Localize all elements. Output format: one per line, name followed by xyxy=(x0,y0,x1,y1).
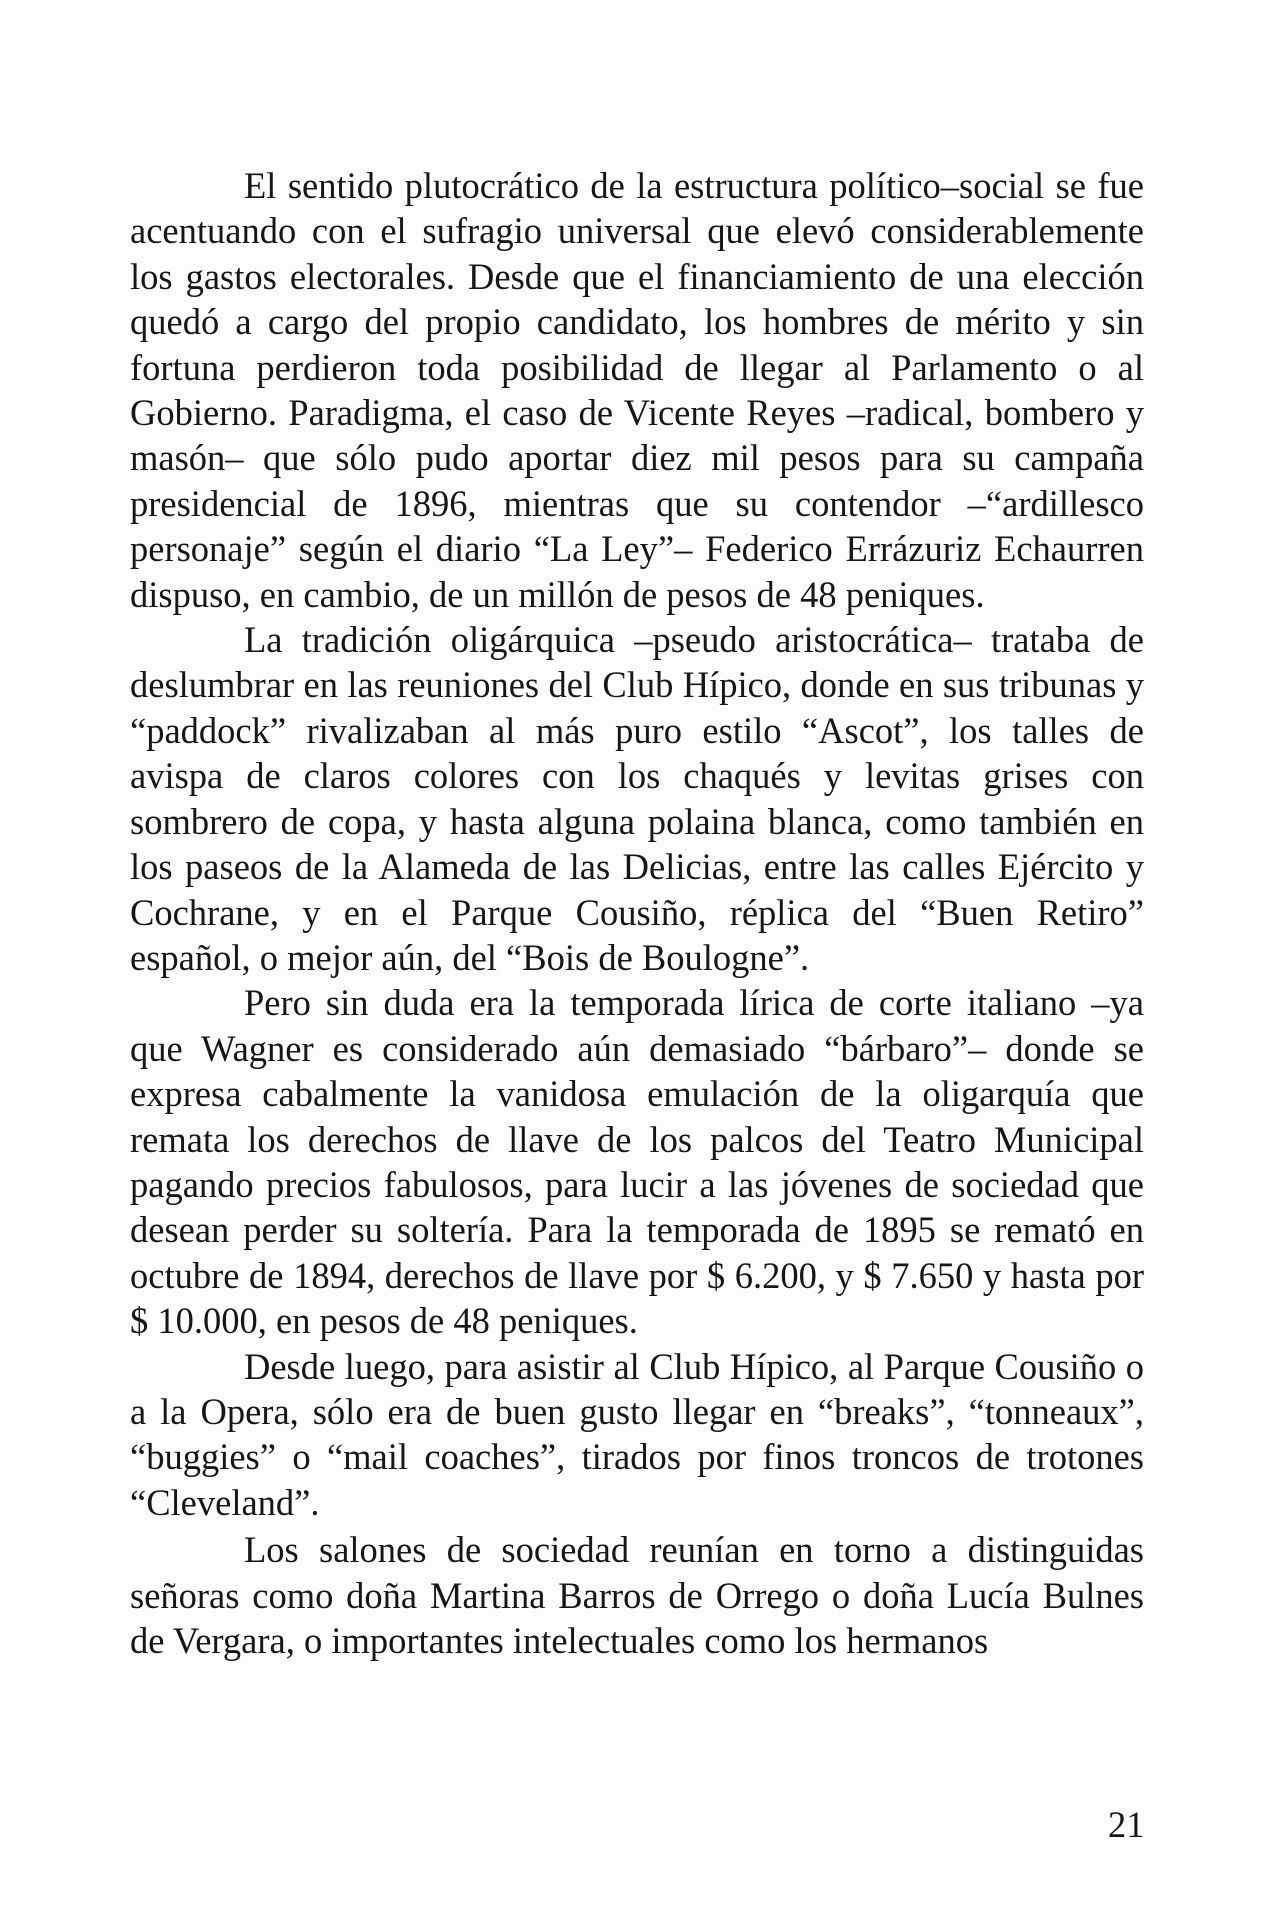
paragraph-oligarchic-tradition: La tradición oligárquica –pseudo aristocrática– trataba de deslumbrar en las reuniones del Club Hípico, donde en sus tribunas y “paddock” rivalizaban al más puro estilo “Ascot”, los talles de avispa de claros colores con los chaqués y levitas grises con sombrero de copa, y hasta alguna polaina blanca, como también en los paseos de la Alameda de las Delicias, entre las calles Ejército y Cochrane, y en el Parque Cousiño, réplica del “Buen Retiro” español, o mejor aún, del “Bois de Boulogne”. xyxy=(130,619,1144,978)
page-number: 21 xyxy=(1108,1804,1145,1845)
paragraph-carriages: Desde luego, para asistir al Club Hípico, al Parque Cousiño o a la Opera, sólo era de buen gusto llegar en “breaks”, “tonneaux”, “buggies” o “mail coaches”, tirados por finos troncos de trotones “Cleveland”. xyxy=(130,1345,1144,1523)
paragraph-lyric-season: Pero sin duda era la temporada lírica de corte italiano –ya que Wagner es considerado aún demasiado “bárbaro”– donde se expresa cabalmente la vanidosa emulación de la oligarquía que remata los derechos de llave de los palcos del Teatro Municipal pagando precios fabulosos, para lucir a las jóvenes de sociedad que desean perder su soltería. Para la temporada de 1895 se remató en octubre de 1894, derechos de llave por $ 6.200, y $ 7.650 y hasta por $ 10.000, en pesos de 48 peniques. xyxy=(130,982,1144,1342)
body-text xyxy=(130,163,1144,1663)
paragraph-society-salons: Los salones de sociedad reunían en torno a distinguidas señoras como doña Martina Barros de Orrego o doña Lucía Bulnes de Vergara, o importantes intelectuales como los hermanos xyxy=(130,1529,1144,1661)
paragraph-plutocracy: El sentido plutocrático de la estructura político–social se fue acentuando con el sufragio universal que elevó considerablemente los gastos electorales. Desde que el financiamiento de una elección quedó a cargo del propio candidato, los hombres de mérito y sin fortuna perdieron toda posibilidad de llegar al Parlamento o al Gobierno. Paradigma, el caso de Vicente Reyes –radical, bombero y masón– que sólo pudo aportar diez mil pesos para su campaña presidencial de 1896, mientras que su contendor –“ardillesco personaje” según el diario “La Ley”– Federico Errázuriz Echaurren dispuso, en cambio, de un millón de pesos de 48 peniques. xyxy=(130,165,1144,615)
